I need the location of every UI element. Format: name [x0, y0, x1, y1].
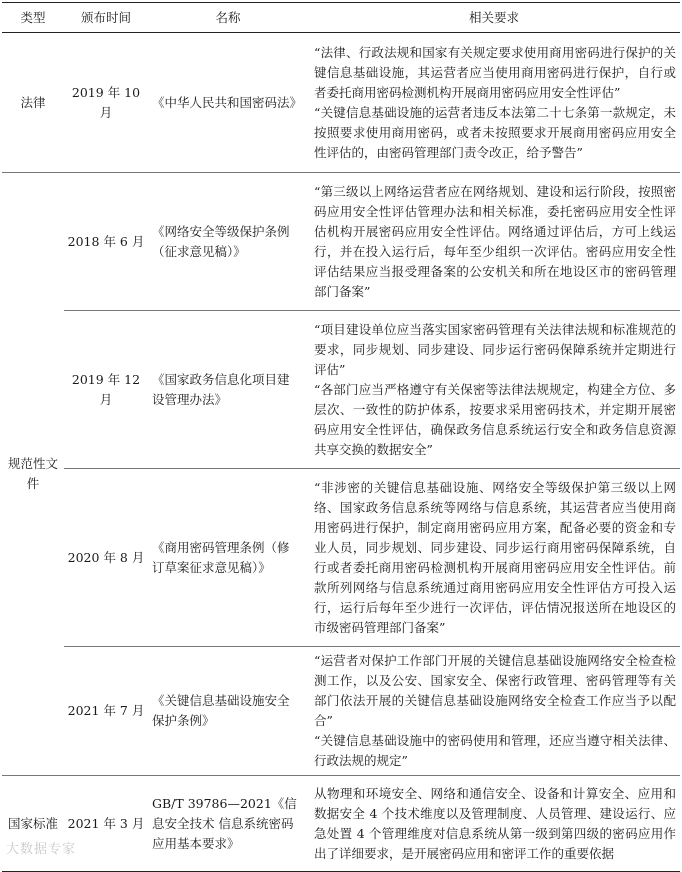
date-cell: 2019 年 10 月 — [71, 84, 141, 120]
name-cell: GB/T 39786—2021《信息安全技术 信息系统密码应用基本要求》 — [152, 795, 297, 851]
requirement-cell — [308, 469, 680, 647]
name-cell: 《网络安全等级保护条例（征求意见稿）》 — [152, 223, 290, 259]
table-row — [2, 776, 680, 872]
name-cell: 《中华人民共和国密码法》 — [152, 94, 303, 110]
date-cell: 2021 年 7 月 — [67, 703, 145, 718]
requirement-text: “关键信息基础设施中的密码使用和管理，还应当遵守相关法律、行政法规的规定” — [314, 733, 676, 768]
table-row — [2, 647, 680, 776]
type-cell: 法律 — [20, 94, 46, 110]
header-requirements: 相关要求 — [308, 3, 680, 33]
table-row — [2, 173, 680, 311]
table-row — [2, 33, 680, 173]
requirement-text: “非涉密的关键信息基础设施、网络安全等级保护第三级以上网络、国家政务信息系统等网络与信息系统，其运营者应当使用商用密码进行保护，制定商用密码应用方案，配备必要的资金和专业人员，同步规划、同步建设、同步运行商用密码保障系统，自行或者委托商用密码检测机构开展商用密码应用安全性评估。前款所列网络与信息系统通过商用密码应用安全性评估方可投入运行，运行后每年至少进行一次评估，评估情况报送所在地设区的市级密码管理部门备案” — [314, 479, 676, 635]
table-row — [2, 469, 680, 647]
header-name: 名称 — [148, 3, 308, 33]
name-cell: 《商用密码管理条例（修订草案征求意见稿）》 — [152, 539, 290, 575]
requirement-cell — [308, 311, 680, 469]
table-header-row — [2, 3, 680, 33]
requirement-cell — [308, 33, 680, 173]
requirement-text: “关键信息基础设施的运营者违反本法第二十七条第一款规定，未按照要求使用商用密码，或者未按照要求开展商用密码应用安全性评估的，由密码管理部门责令改正，给予警告” — [314, 104, 676, 160]
requirement-text: “法律、行政法规和国家有关规定要求使用商用密码进行保护的关键信息基础设施，其运营者应当使用商用密码进行保护，自行或者委托商用密码检测机构开展商用密码应用安全性评估” — [314, 44, 676, 100]
date-cell: 2018 年 6 月 — [67, 233, 145, 249]
date-cell: 2019 年 12 月 — [71, 371, 141, 407]
name-cell: 《国家政务信息化项目建设管理办法》 — [152, 371, 290, 407]
requirement-cell — [308, 776, 680, 872]
header-date: 颁布时间 — [64, 3, 148, 33]
requirement-text: “运营者对保护工作部门开展的关键信息基础设施网络安全检查检测工作，以及公安、国家安全、保密行政管理、密码管理等有关部门依法开展的关键信息基础设施网络安全检查工作应当予以配合” — [314, 653, 676, 728]
requirement-cell — [308, 173, 680, 311]
header-type: 类型 — [2, 3, 64, 33]
type-cell: 规范性文件 — [7, 456, 58, 491]
type-cell: 国家标准 — [7, 815, 58, 831]
regulation-table — [2, 2, 680, 872]
table-row — [2, 311, 680, 469]
name-cell: 《关键信息基础设施安全保护条例》 — [152, 693, 290, 728]
requirement-cell — [308, 647, 680, 776]
requirement-text: “项目建设单位应当落实国家密码管理有关法律法规和标准规范的要求，同步规划、同步建设、同步运行密码保障系统并定期进行评估” — [314, 321, 676, 377]
requirement-text: 从物理和环境安全、网络和通信安全、设备和计算安全、应用和数据安全 4 个技术维度以及管理制度、人员管理、建设运行、应急处置 4 个管理维度对信息系统从第一级到第四级的密码应用作出了详细要求，是开展密码应用和密评工作的重要依据 — [314, 785, 676, 861]
requirement-text: “各部门应当严格遵守有关保密等法律法规规定，构建全方位、多层次、一致性的防护体系，按要求采用密码技术，并定期开展密码应用安全性评估，确保政务信息系统运行安全和政务信息资源共享交换的数据安全” — [314, 381, 676, 457]
date-cell: 2021 年 3 月 — [67, 815, 145, 831]
watermark: 大数据专家 — [6, 842, 77, 857]
date-cell: 2020 年 8 月 — [67, 549, 145, 565]
requirement-text: “第三级以上网络运营者应在网络规划、建设和运行阶段，按照密码应用安全性评估管理办法和相关标准，委托密码应用安全性评估机构开展密码应用安全性评估。网络通过评估后，方可上线运行，并在投入运行后，每年至少组织一次评估。密码应用安全性评估结果应当报受理备案的公安机关和所在地设区市的密码管理部门备案” — [314, 183, 676, 299]
